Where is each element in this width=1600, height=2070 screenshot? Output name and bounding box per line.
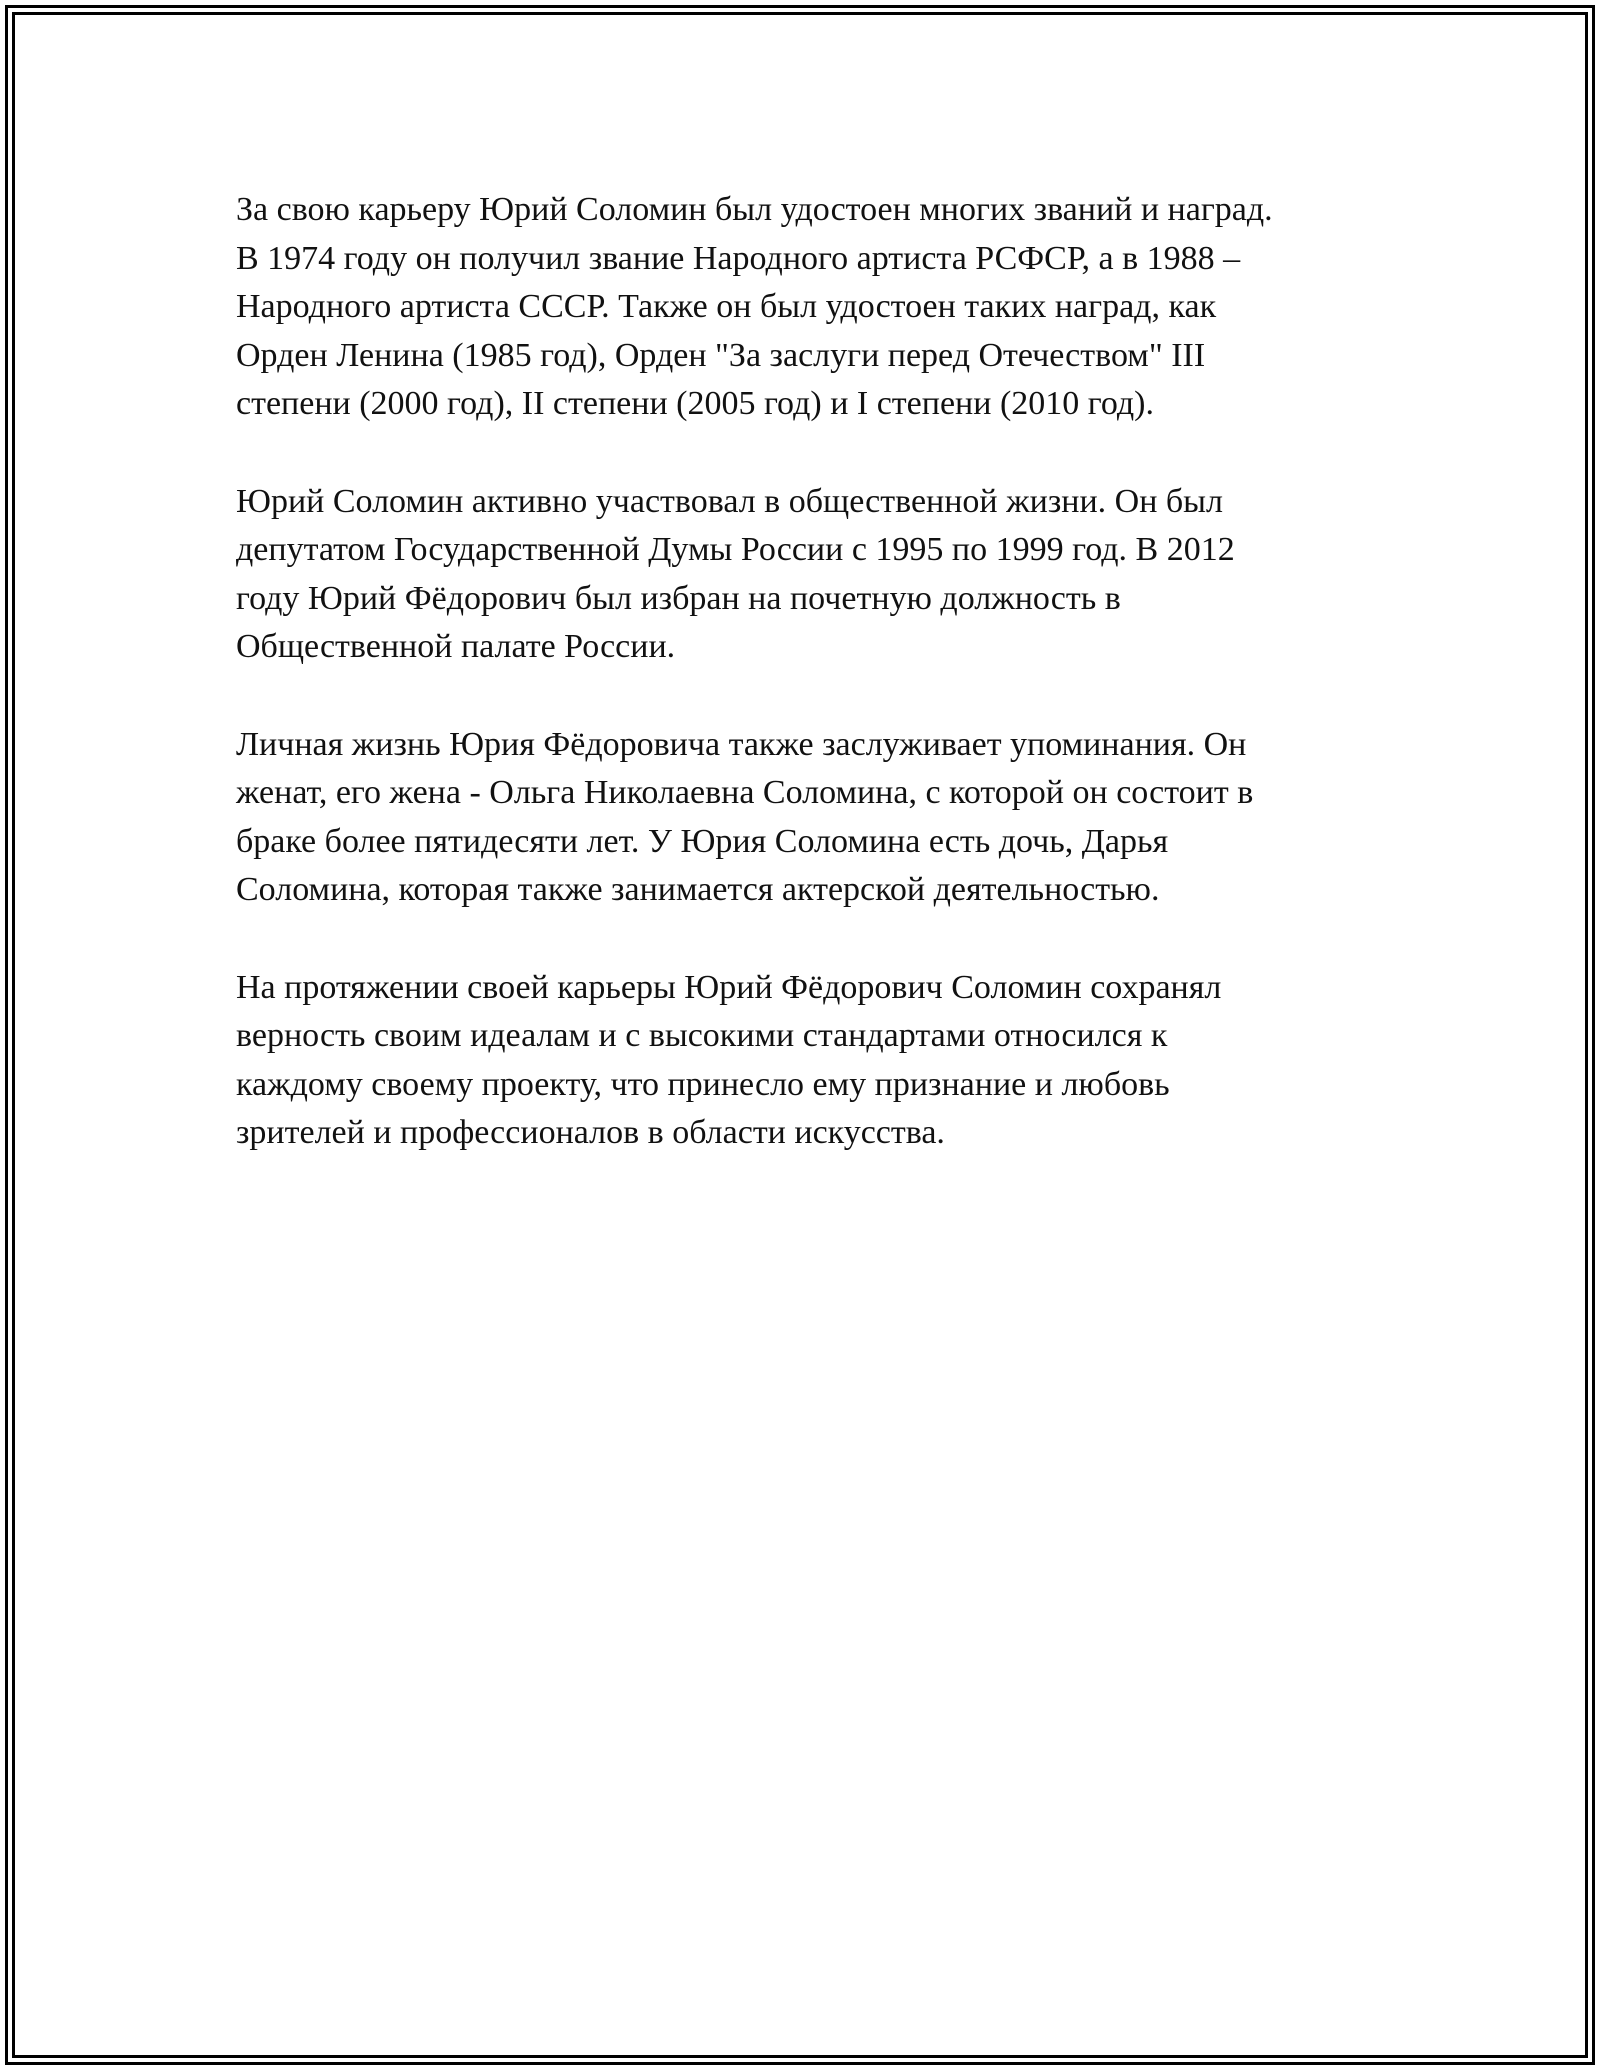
text-line: степени (2000 год), II степени (2005 год) и I степени (2010 год). [236,385,1154,422]
text-line: Общественной палате России. [236,628,676,665]
text-line: зрителей и профессионалов в области искусства. [236,1114,945,1151]
text-line: Личная жизнь Юрия Фёдоровича также заслуживает упоминания. Он [236,725,1247,763]
paragraph-awards [236,186,1416,429]
paragraph-public-life [236,478,1416,672]
text-line: верность своим идеалам и с высокими стандартами относился к [236,1017,1168,1054]
document-body [236,186,1416,1207]
text-line: женат, его жена - Ольга Николаевна Соломина, с которой он состоит в [236,774,1254,811]
text-line: Народного артиста СССР. Также он был удостоен таких наград, как [236,288,1217,325]
text-line: депутатом Государственной Думы России с 1995 по 1999 год. В 2012 [236,531,1235,568]
text-line: За свою карьеру Юрий Соломин был удостоен многих званий и наград. [236,191,1273,228]
paragraph-personal-life [236,721,1416,915]
text-line: В 1974 году он получил звание Народного артиста РСФСР, а в 1988 – [236,239,1241,277]
text-line: году Юрий Фёдорович был избран на почетную должность в [236,579,1121,617]
text-line: Юрий Соломин активно участвовал в общественной жизни. Он был [236,482,1223,520]
text-line: Соломина, которая также занимается актерской деятельностью. [236,871,1160,908]
paragraph-career-summary [236,964,1416,1158]
text-line: На протяжении своей карьеры Юрий Фёдорович Соломин сохранял [236,968,1222,1006]
text-line: браке более пятидесяти лет. У Юрия Соломина есть дочь, Дарья [236,822,1169,860]
text-line: Орден Ленина (1985 год), Орден "За заслуги перед Отечеством" III [236,336,1206,374]
text-line: каждому своему проекту, что принесло ему признание и любовь [236,1065,1170,1103]
